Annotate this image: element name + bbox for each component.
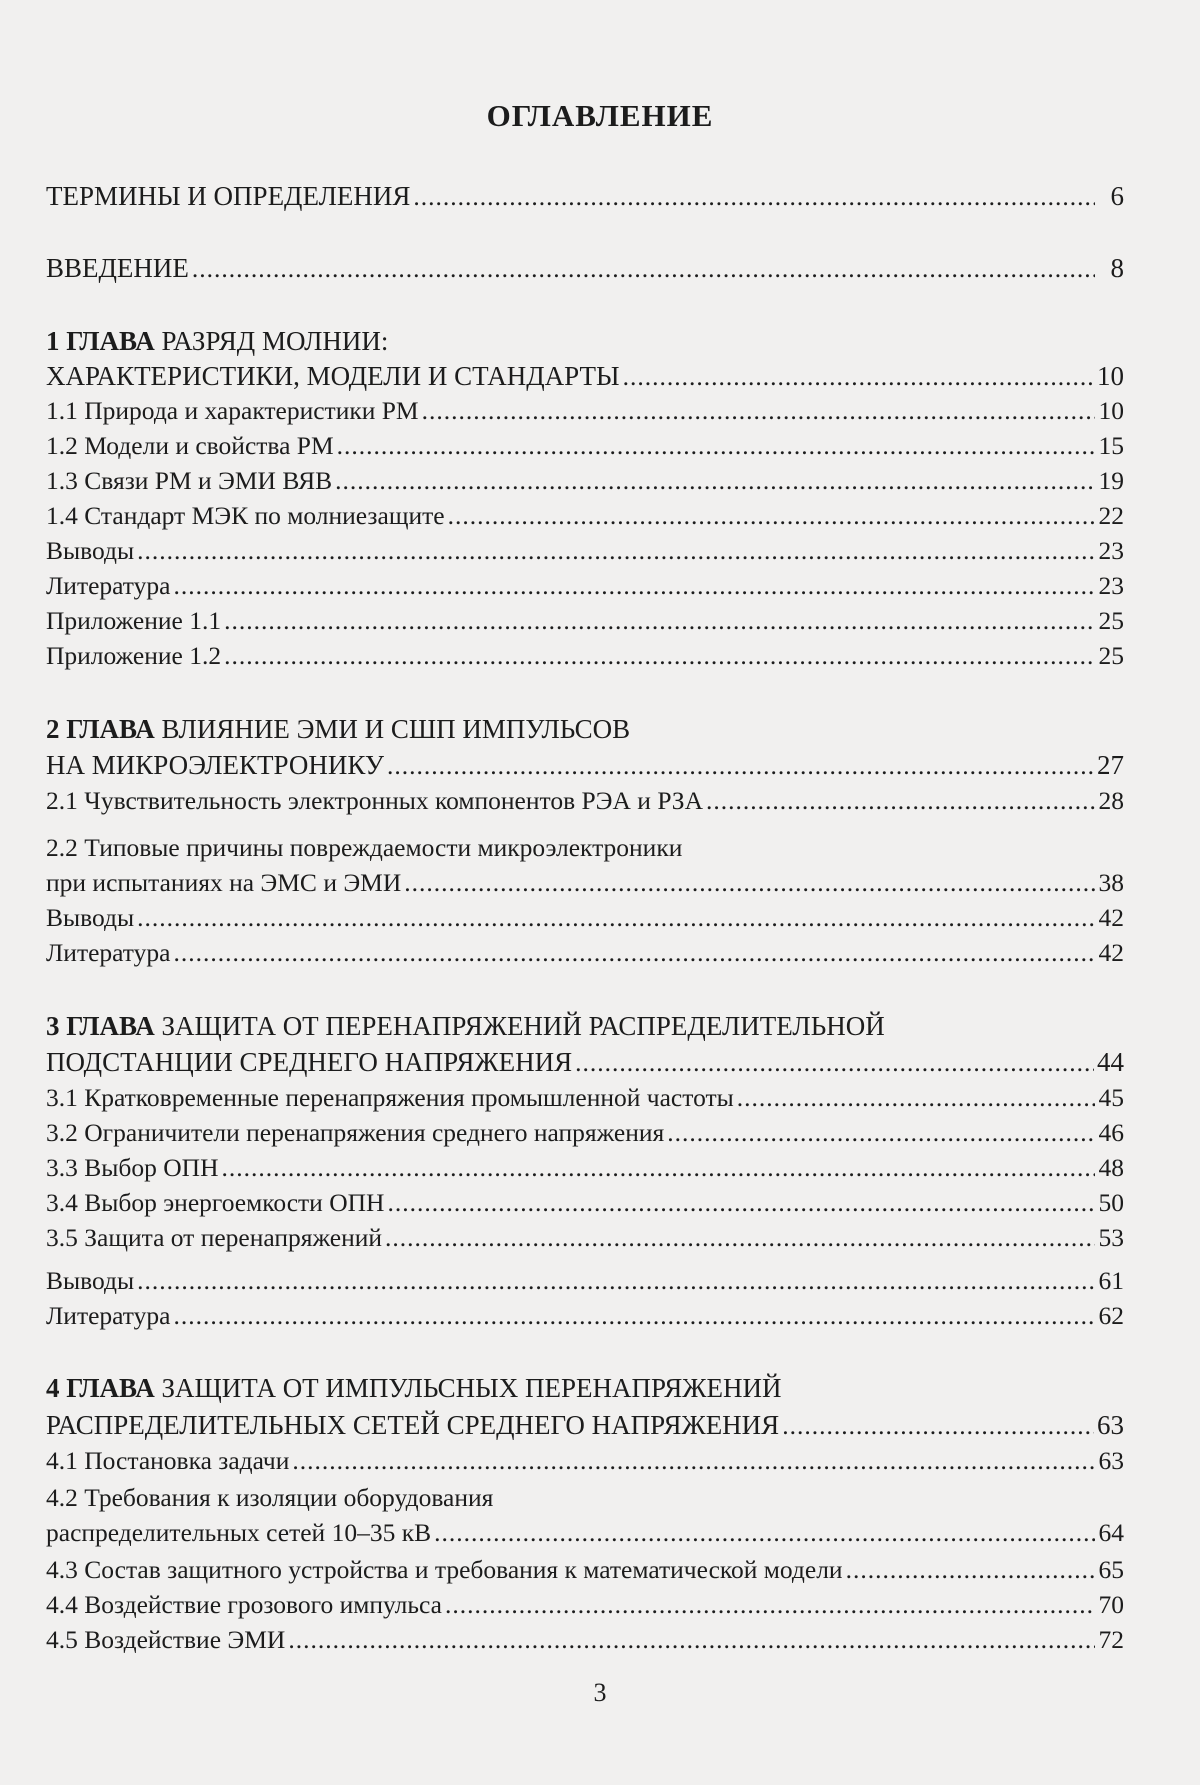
toc-entry: Литература ..... 62 xyxy=(46,1301,1124,1331)
toc-entry: Приложение 1.1 ..... 25 xyxy=(46,606,1124,636)
toc-entry: 3.1 Кратковременные перенапряжения промышленной частоты ..... 45 xyxy=(46,1083,1124,1113)
toc-entry: 3.5 Защита от перенапряжений ..... 53 xyxy=(46,1223,1124,1253)
chapter-heading: 1 ГЛАВА РАЗРЯД МОЛНИИ: xyxy=(46,326,389,356)
toc-entry: Выводы ..... 42 xyxy=(46,903,1124,933)
toc-entry: Литература ..... 42 xyxy=(46,938,1124,968)
toc-entry: Литература ..... 23 xyxy=(46,571,1124,601)
chapter-heading: 2 ГЛАВА ВЛИЯНИЕ ЭМИ И СШП ИМПУЛЬСОВ xyxy=(46,714,631,744)
toc-entry: ВВЕДЕНИЕ ..... 8 xyxy=(46,253,1124,283)
page-number: 3 xyxy=(593,1678,607,1707)
toc-entry: 4.3 Состав защитного устройства и требования к математической модели ..... 65 xyxy=(46,1555,1124,1585)
toc-entry: 3.3 Выбор ОПН ..... 48 xyxy=(46,1153,1124,1183)
toc-entry: 3.4 Выбор энергоемкости ОПН ..... 50 xyxy=(46,1188,1124,1218)
toc-entry: 2.2 Типовые причины повреждаемости микроэлектроники xyxy=(46,833,683,862)
toc-entry: 4.5 Воздействие ЭМИ ..... 72 xyxy=(46,1625,1124,1655)
toc-entry: ПОДСТАНЦИИ СРЕДНЕГО НАПРЯЖЕНИЯ ..... 44 xyxy=(46,1047,1124,1077)
toc-entry: Приложение 1.2 ..... 25 xyxy=(46,641,1124,671)
toc-entry: 4.1 Постановка задачи ..... 63 xyxy=(46,1446,1124,1476)
toc-entry: при испытаниях на ЭМС и ЭМИ ..... 38 xyxy=(46,868,1124,898)
chapter-heading: 4 ГЛАВА ЗАЩИТА ОТ ИМПУЛЬСНЫХ ПЕРЕНАПРЯЖЕНИЙ xyxy=(46,1373,782,1403)
toc-entry: 1.3 Связи РМ и ЭМИ ВЯВ ..... 19 xyxy=(46,466,1124,496)
toc-entry: Выводы ..... 23 xyxy=(46,536,1124,566)
toc-entry: ХАРАКТЕРИСТИКИ, МОДЕЛИ И СТАНДАРТЫ ..... 10 xyxy=(46,361,1124,391)
toc-entry: Выводы ..... 61 xyxy=(46,1266,1124,1296)
chapter-heading: 3 ГЛАВА ЗАЩИТА ОТ ПЕРЕНАПРЯЖЕНИЙ РАСПРЕДЕЛИТЕЛЬНОЙ xyxy=(46,1011,885,1041)
toc-entry: 4.4 Воздействие грозового импульса ..... 70 xyxy=(46,1590,1124,1620)
toc-entry: РАСПРЕДЕЛИТЕЛЬНЫХ СЕТЕЙ СРЕДНЕГО НАПРЯЖЕНИЯ ..... 63 xyxy=(46,1410,1124,1440)
toc-entry: 1.4 Стандарт МЭК по молниезащите ..... 22 xyxy=(46,501,1124,531)
toc-entry: 1.2 Модели и свойства РМ ..... 15 xyxy=(46,431,1124,461)
toc-entry: распределительных сетей 10–35 кВ ..... 64 xyxy=(46,1518,1124,1548)
toc-entry: 4.2 Требования к изоляции оборудования xyxy=(46,1483,494,1512)
toc-entry: 1.1 Природа и характеристики РМ ..... 10 xyxy=(46,396,1124,426)
toc-entry: НА МИКРОЭЛЕКТРОНИКУ ..... 27 xyxy=(46,750,1124,780)
toc-entry: 3.2 Ограничители перенапряжения среднего напряжения ..... 46 xyxy=(46,1118,1124,1148)
toc-entry: ТЕРМИНЫ И ОПРЕДЕЛЕНИЯ ..... 6 xyxy=(46,181,1124,211)
toc-entry: 2.1 Чувствительность электронных компонентов РЭА и РЗА ..... 28 xyxy=(46,786,1124,816)
page-title: ОГЛАВЛЕНИЕ xyxy=(486,98,714,133)
